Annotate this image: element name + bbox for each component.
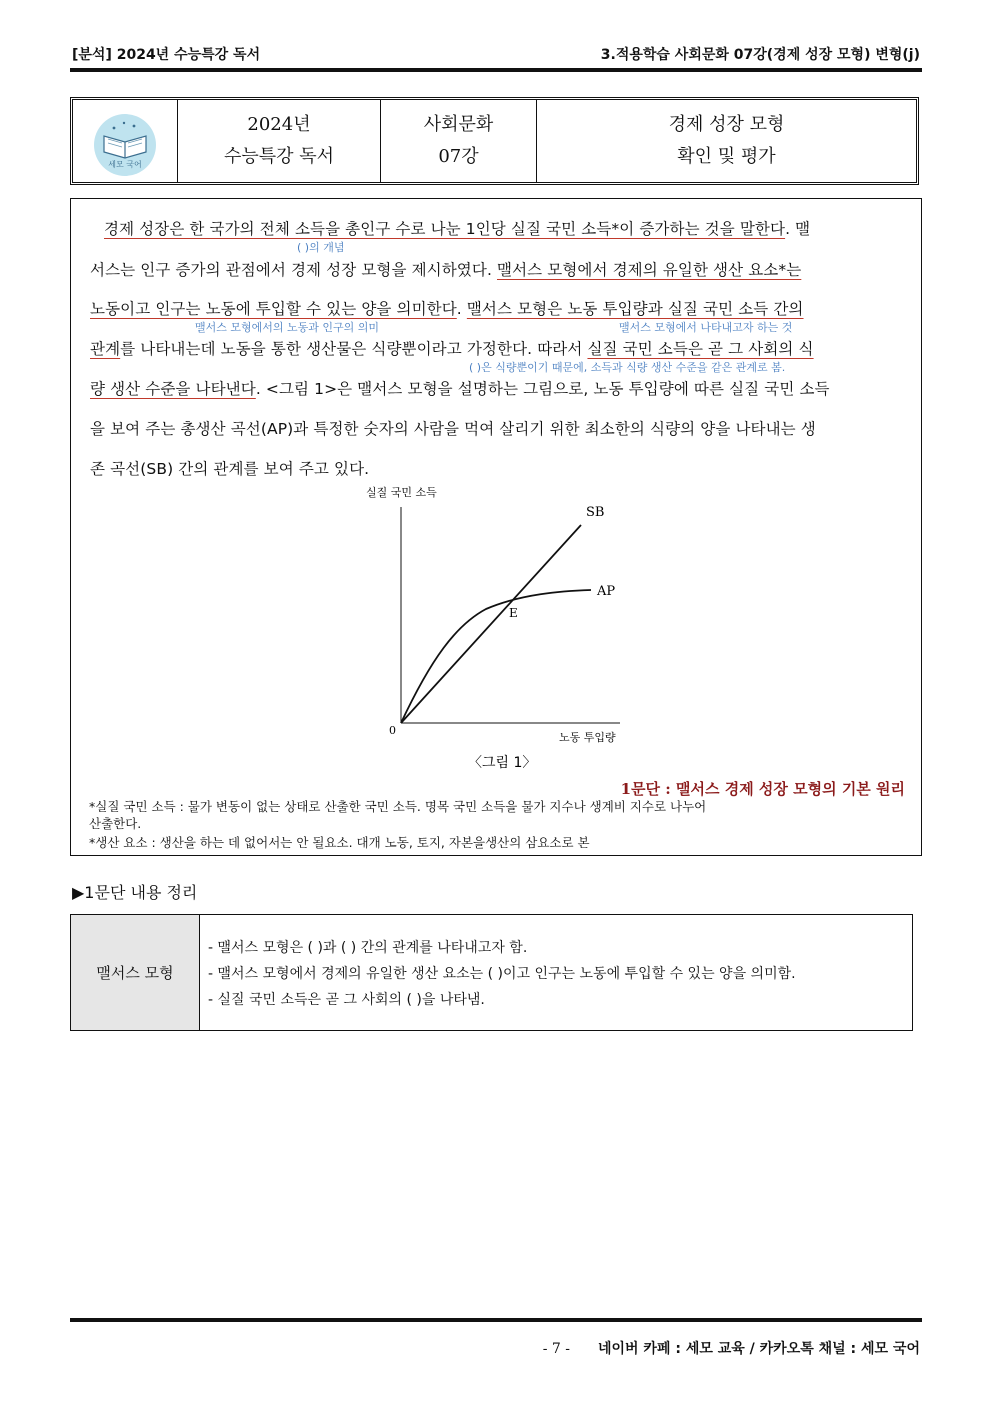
title-table <box>70 97 919 185</box>
passage-line-1: 경제 성장은 한 국가의 전체 소득을 총인구 수로 나눈 1인당 실질 국민 소득*이 증가하는 것을 말한다. 맬 <box>104 220 811 238</box>
underline-production-factor: 맬서스 모형에서 경제의 유일한 생산 요소*는 <box>497 261 802 279</box>
summary-head: 맬서스 모형 <box>71 915 200 1030</box>
note-model-aim: 맬서스 모형에서 나타내고자 하는 것 <box>619 321 793 334</box>
page-number: - 7 - <box>542 1341 570 1357</box>
subject-cell <box>381 100 537 182</box>
subject-line1: 사회문화 <box>423 114 494 135</box>
topic-line2: 확인 및 평가 <box>677 146 776 167</box>
header-left: [분석] 2024년 수능특강 독서 <box>72 47 261 63</box>
passage-line-7: 존 곡선(SB) 간의 관계를 보여 주고 있다. <box>90 460 370 478</box>
underline-relation: 관계 <box>90 340 121 358</box>
ap-curve <box>401 590 591 723</box>
underline-labor-population: 노동이고 인구는 노동에 투입할 수 있는 양을 의미한다 <box>90 300 457 318</box>
ap-label: AP <box>597 584 616 599</box>
topic-line1: 경제 성장 모형 <box>668 114 785 135</box>
header-rule <box>70 68 922 72</box>
chart-caption: 〈그림 1〉 <box>468 755 537 771</box>
footer <box>543 1338 920 1358</box>
chart-ylabel: 실질 국민 소득 <box>366 486 437 499</box>
underline-food-level: 량 생산 수준을 나타낸다 <box>90 380 256 398</box>
summary-item: - 맬서스 모형에서 경제의 유일한 생산 요소는 ( )이고 인구는 노동에 투입할 수 있는 양을 의미함. <box>208 966 796 982</box>
figure-1-chart <box>356 479 626 779</box>
year-cell <box>178 100 381 182</box>
subject-line2: 07강 <box>438 146 479 167</box>
summary-title: ▶1문단 내용 정리 <box>72 883 198 902</box>
logo-cell <box>73 100 178 182</box>
footnote-real-income: *실질 국민 소득 : 물가 변동이 없는 상태로 산출한 국민 소득. 명목 국민 소득을 물가 지수나 생계비 지수로 나누어 산출한다. <box>89 799 707 831</box>
summary-item: - 맬서스 모형은 ( )과 ( ) 간의 관계를 나타내고자 함. <box>208 940 528 956</box>
header-right: 3.적용학습 사회문화 07강(경제 성장 모형) 변형(j) <box>600 47 920 63</box>
intersection-label: E <box>509 606 518 620</box>
underline-growth-definition: 경제 성장은 한 국가의 전체 소득을 총인구 수로 나눈 1인당 실질 국민 소득*이 증가하는 것을 말한다 <box>104 220 786 238</box>
origin-label: 0 <box>389 724 396 737</box>
summary-item: - 실질 국민 소득은 곧 그 사회의 ( )을 나타냄. <box>208 992 485 1008</box>
footnote-production-factor: *생산 요소 : 생산을 하는 데 없어서는 안 될요소. 대개 노동, 토지, 자본을생산의 삼요소로 본 <box>89 835 590 850</box>
paragraph-title: 1문단 : 맬서스 경제 성장 모형의 기본 원리 <box>620 780 905 798</box>
topic-cell <box>537 100 916 182</box>
sb-line <box>401 525 581 723</box>
passage-line-4: 관계를 나타내는데 노동을 통한 생산물은 식량뿐이라고 가정한다. 따라서 실질 국민 소득은 곧 그 사회의 식 <box>90 340 814 358</box>
underline-income-food: 실질 국민 소득은 곧 그 사회의 식 <box>587 340 814 358</box>
logo-text: 세모 국어 <box>108 160 142 169</box>
chart-xlabel: 노동 투입량 <box>559 731 616 744</box>
footer-rule <box>70 1318 922 1322</box>
summary-body <box>200 915 912 1030</box>
note-concept: ( )의 개념 <box>297 241 345 254</box>
year-line2: 수능특강 독서 <box>223 146 335 167</box>
year-line1: 2024년 <box>247 114 311 135</box>
passage-line-2: 서스는 인구 증가의 관점에서 경제 성장 모형을 제시하였다. 맬서스 모형에서 경제의 유일한 생산 요소*는 <box>90 261 802 279</box>
passage-line-6: 을 보여 주는 총생산 곡선(AP)과 특정한 숫자의 사람을 먹여 살리기 위한 최소한의 식량의 양을 나타내는 생 <box>90 420 816 438</box>
note-food-only: ( )은 식량뿐이기 때문에, 소득과 식량 생산 수준을 같은 관계로 봄. <box>469 361 786 374</box>
summary-table <box>70 914 913 1031</box>
note-labor-population: 맬서스 모형에서의 노동과 인구의 의미 <box>195 321 380 334</box>
passage-line-3: 노동이고 인구는 노동에 투입할 수 있는 양을 의미한다. 맬서스 모형은 노동 투입량과 실질 국민 소득 간의 <box>90 300 804 318</box>
passage-box <box>70 198 922 856</box>
underline-model-relation: 맬서스 모형은 노동 투입량과 실질 국민 소득 간의 <box>466 300 804 318</box>
passage-line-5: 량 생산 수준을 나타낸다. <그림 1>은 맬서스 모형을 설명하는 그림으로, 노동 투입량에 따른 실질 국민 소득 <box>90 380 830 398</box>
sb-label: SB <box>586 505 605 520</box>
footer-text: 네이버 카페 : 세모 교육 / 카카오톡 채널 : 세모 국어 <box>597 1341 920 1357</box>
